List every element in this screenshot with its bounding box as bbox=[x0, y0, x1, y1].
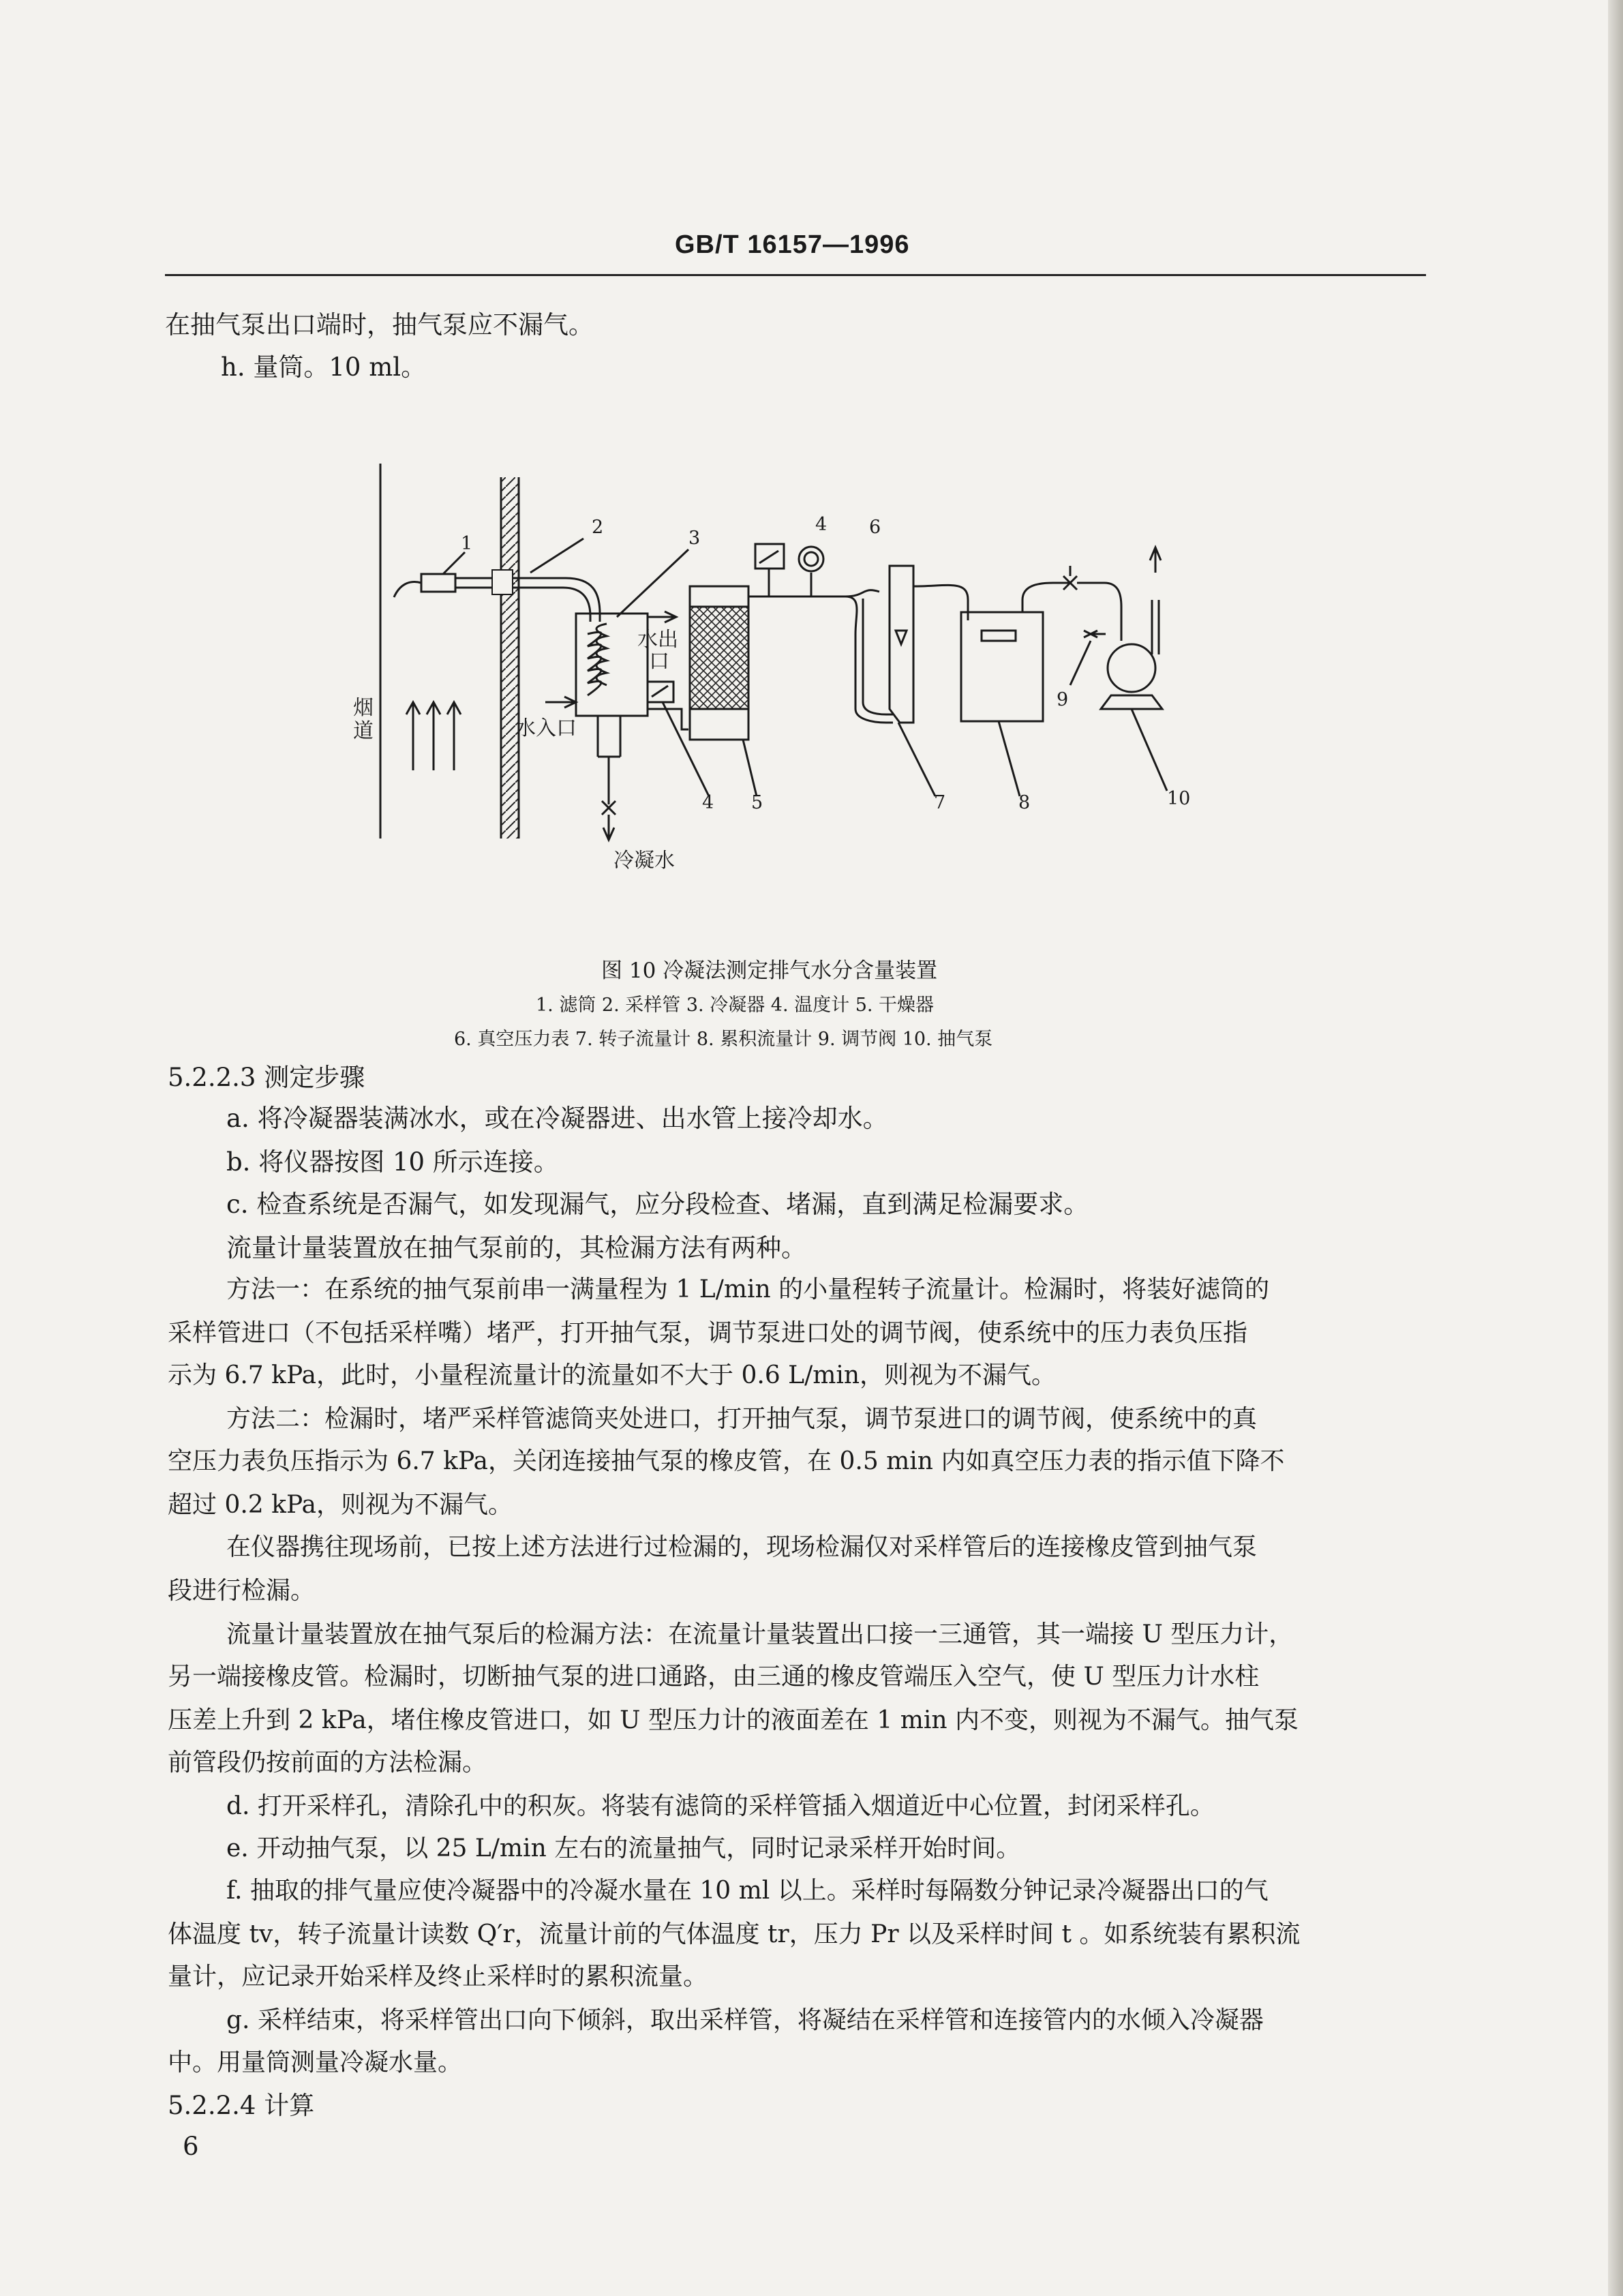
condensate-label: 冷凝水 bbox=[613, 849, 675, 873]
sampling-pipe bbox=[455, 578, 600, 622]
intro-line: 在抽气泵出口端时，抽气泵应不漏气。 bbox=[165, 310, 594, 339]
filter-cartridge bbox=[421, 574, 455, 592]
cumulative-flowmeter bbox=[961, 612, 1043, 721]
suction-pump bbox=[1108, 644, 1155, 692]
method-one-line: 方法一：在系统的抽气泵前串一满量程为 1 L/min 的小量程转子流量计。检漏时，将装好滤筒的 bbox=[226, 1275, 1270, 1303]
paragraph-flow-before-pump: 流量计量装置放在抽气泵前的，其检漏方法有两种。 bbox=[226, 1233, 806, 1263]
step-d: d. 打开采样孔，清除孔中的积灰。将装有滤筒的采样管插入烟道近中心位置，封闭采样孔。 bbox=[226, 1792, 1215, 1820]
method-two-line: 超过 0.2 kPa，则视为不漏气。 bbox=[168, 1491, 513, 1519]
label-1: 1 bbox=[461, 533, 473, 554]
flue-label-2: 道 bbox=[353, 719, 374, 743]
section-heading-5223: 5.2.2.3 测定步骤 bbox=[168, 1063, 365, 1092]
after-pump-method-line: 前管段仍按前面的方法检漏。 bbox=[168, 1749, 487, 1777]
step-a: a. 将冷凝器装满冰水，或在冷凝器进、出水管上接冷却水。 bbox=[226, 1104, 888, 1133]
label-9: 9 bbox=[1057, 689, 1069, 710]
field-check-line: 段进行检漏。 bbox=[168, 1577, 316, 1605]
step-f-line: f. 抽取的排气量应使冷凝器中的冷凝水量在 10 ml 以上。采样时每隔数分钟记录冷凝器出口的气 bbox=[226, 1877, 1269, 1905]
label-6: 6 bbox=[869, 517, 881, 538]
water-in-label: 水入口 bbox=[515, 716, 577, 740]
water-out-label-2: 口 bbox=[649, 650, 669, 674]
label-2: 2 bbox=[592, 517, 604, 538]
step-c: c. 检查系统是否漏气，如发现漏气，应分段检查、堵漏，直到满足检漏要求。 bbox=[226, 1190, 1089, 1219]
standard-header: GB/T 16157—1996 bbox=[675, 230, 910, 259]
method-two-line: 空压力表负压指示为 6.7 kPa，关闭连接抽气泵的橡皮管，在 0.5 min 内如真空压力表的指示值下降不 bbox=[168, 1447, 1285, 1475]
label-8: 8 bbox=[1018, 792, 1031, 813]
step-b: b. 将仪器按图 10 所示连接。 bbox=[226, 1147, 559, 1177]
flue-label-1: 烟 bbox=[353, 696, 374, 720]
label-5: 5 bbox=[751, 792, 763, 813]
after-pump-method-line: 流量计量装置放在抽气泵后的检漏方法：在流量计量装置出口接一三通管，其一端接 U 型压力计， bbox=[226, 1620, 1294, 1648]
method-one-line: 示为 6.7 kPa，此时，小量程流量计的流量如不大于 0.6 L/min，则视为不漏气。 bbox=[168, 1361, 1057, 1389]
flue-wall-hatch bbox=[501, 477, 519, 839]
label-4-bottom: 4 bbox=[702, 792, 714, 813]
figure-caption: 图 10 冷凝法测定排气水分含量装置 bbox=[601, 958, 938, 983]
step-g-line: g. 采样结束，将采样管出口向下倾斜，取出采样管，将凝结在采样管和连接管内的水倾入冷凝器 bbox=[226, 2006, 1264, 2034]
step-f-line: 量计，应记录开始采样及终止采样时的累积流量。 bbox=[168, 1963, 708, 1991]
item-h: h. 量筒。10 ml。 bbox=[221, 352, 427, 382]
step-f-line: 体温度 tv，转子流量计读数 Q′r，流量计前的气体温度 tr，压力 Pr 以及采样时间 t 。如系统装有累积流 bbox=[168, 1920, 1301, 1948]
method-two-line: 方法二：检漏时，堵严采样管滤筒夹处进口，打开抽气泵，调节泵进口的调节阀，使系统中的真 bbox=[226, 1405, 1258, 1433]
after-pump-method-line: 另一端接橡皮管。检漏时，切断抽气泵的进口通路，由三通的橡皮管端压入空气，使 U 型压力计水柱 bbox=[168, 1663, 1260, 1691]
field-check-line: 在仪器携往现场前，已按上述方法进行过检漏的，现场检漏仅对采样管后的连接橡皮管到抽气泵 bbox=[226, 1533, 1258, 1561]
figure-legend-row2: 6. 真空压力表 7. 转子流量计 8. 累积流量计 9. 调节阀 10. 抽气泵 bbox=[454, 1029, 993, 1050]
section-heading-5224: 5.2.2.4 计算 bbox=[168, 2091, 315, 2120]
step-g-line: 中。用量筒测量冷凝水量。 bbox=[168, 2049, 463, 2076]
method-one-line: 采样管进口（不包括采样嘴）堵严，打开抽气泵，调节泵进口处的调节阀，使系统中的压力表负压指 bbox=[168, 1319, 1248, 1347]
after-pump-method-line: 压差上升到 2 kPa，堵住橡皮管进口，如 U 型压力计的液面差在 1 min 内不变，则视为不漏气。抽气泵 bbox=[168, 1706, 1299, 1734]
vacuum-gauge bbox=[799, 547, 823, 571]
page-number: 6 bbox=[183, 2132, 199, 2161]
label-7: 7 bbox=[934, 792, 946, 813]
label-3: 3 bbox=[688, 528, 701, 549]
label-10: 10 bbox=[1167, 788, 1191, 809]
figure-legend-row1: 1. 滤筒 2. 采样管 3. 冷凝器 4. 温度计 5. 干燥器 bbox=[536, 995, 935, 1016]
water-out-label-1: 水出 bbox=[637, 628, 678, 652]
step-e: e. 开动抽气泵，以 25 L/min 左右的流量抽气，同时记录采样开始时间。 bbox=[226, 1834, 1021, 1862]
label-4-top: 4 bbox=[815, 514, 828, 535]
figure-10-diagram bbox=[0, 0, 1623, 907]
